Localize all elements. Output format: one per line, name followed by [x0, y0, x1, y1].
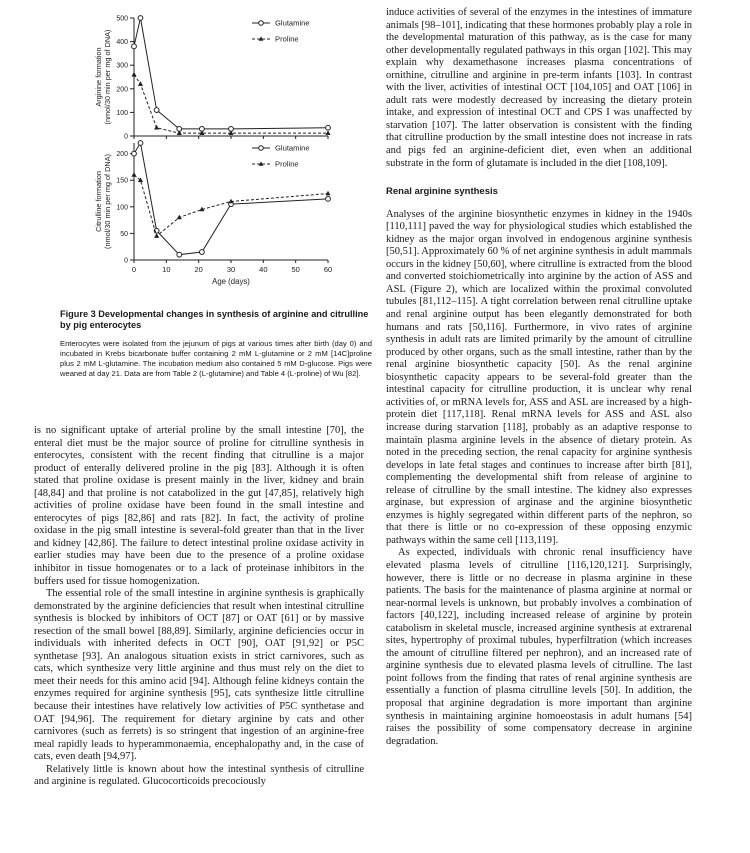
data-point-a-1: [325, 130, 330, 135]
y-tick-label-b: 150: [116, 177, 128, 185]
section-heading: Renal arginine synthesis: [386, 186, 498, 198]
data-point-b-1: [325, 191, 330, 196]
x-tick-label: 60: [323, 265, 333, 274]
data-point-b-0: [326, 196, 331, 201]
data-point-a-0: [326, 125, 331, 130]
y-axis-label-b: Citrulline formation: [94, 171, 103, 232]
data-point-a-0: [138, 16, 143, 21]
legend-label-b-1: Proline: [275, 159, 299, 169]
y-tick-label-a: 500: [116, 15, 128, 23]
y-tick-label-b: 0: [124, 257, 128, 265]
x-axis-title: Age (days): [212, 277, 250, 286]
figure-3-chart: [60, 8, 360, 298]
data-point-b-0: [177, 252, 182, 257]
left-paragraph-1: is no significant uptake of arterial proline by the small intestine [70], the enteral diet must be the major source of proline for citrulline synthesis in enterocytes, consistent with the recent finding that citrulline is a major product of enterally delivered proline in the pig [83]. Although it is often stated that proline oxidase is present mainly in the liver, kidney and brain [48,84] and that proline is not catabolized in the gut [47,85], relatively high activities of proline oxidase have been found in the small intestine and enterocytes of pigs [82,86] and rats [82]. In fact, the activity of proline oxidase in the pig small intestine is several-fold greater than that in the liver and kidney [42,86]. The failure to detect intestinal proline oxidase activity in earlier studies may have been due to the presence of a proline oxidase inhibitor in tissue homogenates or to a lack of proteinase inhibitors in the buffers used for tissue homogenization.: [34, 425, 364, 587]
series-line-a-1: [134, 75, 328, 134]
x-tick-label: 0: [131, 265, 137, 274]
y-tick-label-b: 200: [116, 151, 128, 159]
caption-title: Figure 3 Developmental changes in synthesis of arginine and citrulline by pig enterocytes: [60, 309, 369, 331]
legend-marker-b-0: [259, 146, 264, 151]
x-tick-label: 30: [226, 265, 236, 274]
y-tick-label-a: 0: [124, 133, 128, 141]
y-tick-label-a: 300: [116, 62, 128, 70]
series-line-a-0: [134, 18, 328, 129]
data-point-a-1: [154, 125, 159, 130]
legend-label-b-0: Glutamine: [275, 143, 310, 153]
y-tick-label-a: 400: [116, 39, 128, 47]
data-point-a-1: [131, 72, 136, 77]
left-column: [34, 425, 364, 789]
right-paragraph-3: As expected, individuals with chronic renal insufficiency have elevated plasma levels of citrulline [116,120,121]. Surprisingly, however, there is little or no decrease in plasma arginine in these patients. The basis for the maintenance of plasma arginine at normal or near-normal levels is unknown, but probably involves a combination of factors [40,122], including increased release of arginine by protein catabolism in skeletal muscle, increased arginine synthesis at extrarenal sites, hypertrophy of proximal tubules, hyperfiltration (which increases the amount of citrulline filtered per nephron), and an increased rate of arginine synthesis due to elevated plasma levels of citrulline. The last point follows from the finding that rates of renal arginine synthesis are essentially a function of plasma citrulline levels [50]. In addition, the proposal that arginine degradation is more important than arginine synthesis in maintaining arginine homoeostasis in adult humans [54] raises the possibility of some compensatory decrease in arginine degradation.: [386, 547, 692, 747]
data-point-a-0: [132, 44, 137, 49]
y-tick-label-b: 100: [116, 204, 128, 212]
x-tick-label: 40: [259, 265, 268, 274]
right-paragraph-1: induce activities of several of the enzymes in the intestines of immature animals [98–101], indicating that these hormones probably play a role in the developmental maturation of this pathway, as is the case for many other developmentally regulated pathways in this organ [102]. This may explain why dexamethasone increases plasma concentrations of ornithine, citrulline and arginine in pre-term infants [103]. In contrast with the liver, activities of intestinal OCT [104,105] and OAT [106] in adult rats were modestly decreased by increasing the dietary protein intake, and expression of intestinal OCT and CPS I was unaffected by starvation [107]. The latter observation is consistent with the finding that citrulline production by the small intestine does not increase in rats and pigs fed an arginine-deficient diet, even when an additional substrate in the form of glutamate is included in the diet [108,109].: [386, 7, 692, 169]
left-paragraph-3: Relatively little is known about how the intestinal synthesis of citrulline and arginine is regulated. Glucocorticoids precociously: [34, 763, 364, 788]
caption-body: Enterocytes were isolated from the jejunum of pigs at various times after birth (day 0) and incubated in Krebs bicarbonate buffer containing 2 mM L-glutamine or 2 mM [14C]proline plus 2 mM L-glutamine. The incubation medium also contained 5 mM D-glucose. Pigs were weaned at day 21. Data are from Table 2 (L-glutamine) and Table 4 (L-proline) of Wu [82].: [60, 339, 372, 379]
y-tick-label-b: 50: [120, 230, 128, 238]
data-point-b-0: [200, 250, 205, 255]
data-point-b-0: [132, 151, 137, 156]
data-point-b-1: [131, 172, 136, 177]
x-tick-label: 20: [194, 265, 203, 274]
y-axis-label-a: (nmol/30 min per mg of DNA): [103, 29, 112, 125]
left-paragraph-2: The essential role of the small intestine in arginine synthesis is graphically demonstrated by the arginine deficiencies that result when intestinal citrulline synthesis is blocked by inhibitors of OCT [87] or OAT [61] or by massive resection of the small bowel [88,89]. Similarly, arginine deficiencies occur in individuals with inherited defects in OCT [90], OAT [91,92] or P5C synthetase [93]. An analogous situation exists in strict carnivores, such as cats, which synthesize very little arginine and thus must rely on the diet to meet their needs for this amino acid [94]. Although feline kidneys contain the enzymes required for arginine synthesis [95], cats synthesize little citrulline because their intestines have relatively low activities of P5C synthetase and OAT [94,96]. The requirement for dietary arginine by cats and other carnivores (such as ferrets) is so stringent that ingestion of an arginine-free meal rapidly leads to hyperammonaemia, encephalopathy and, in the case of cats, even death [94,97].: [34, 588, 364, 763]
legend-marker-a-0: [259, 21, 264, 26]
x-tick-label: 50: [291, 265, 300, 274]
data-point-a-1: [138, 81, 143, 86]
legend-label-a-0: Glutamine: [275, 18, 310, 28]
data-point-b-0: [138, 141, 143, 146]
figure-caption: [60, 309, 372, 379]
legend-label-a-1: Proline: [275, 34, 299, 44]
data-point-a-0: [154, 108, 159, 113]
y-tick-label-a: 100: [116, 109, 128, 117]
y-axis-label-b: (nmol/30 min per mg of DNA): [103, 154, 112, 249]
right-paragraph-2: Analyses of the arginine biosynthetic enzymes in kidney in the 1940s [110,111] paved the way for physiological studies which established the kidney as the major organ involved in endogenous arginine synthesis [50,51]. Approximately 60 % of net arginine synthesis in adult mammals occurs in the kidney [50,60], where citrulline is extracted from the blood and converted stoichiometrically into arginine by the action of ASS and ASL (Figure 2), which are localized within the proximal convoluted tubules [81,112–115]. A tight correlation between renal citrulline uptake and renal arginine output has been elegantly demonstrated for both humans and rats [50,116]. Furthermore, in vivo rates of arginine synthesis in adult rats are limited primarily by the amount of citrulline produced by other organs, such as the small intestine, rather than by the renal arginine biosynthetic capacity [50]. As the renal arginine biosynthetic capacity appears to be several-fold greater than the intestinal capacity for citrulline production, it is unclear why renal activities of, or mRNA levels for, ASS and ASL are increased by a high-protein diet [117,118]. Renal mRNA levels for ASS and ASL also increase during starvation [118], probably as an adaptive response to maintain plasma arginine levels in the absence of dietary protein. As noted in the preceding section, the renal capacity for arginine synthesis develops in late fetal stages and continues to increase after birth [81], complementing the developmental shift from release of arginine to release of citrulline by the small intestine. The kidney also expresses arginase, but expression of arginase and the arginine biosynthetic enzymes is highly segregated within different parts of the nephron, so that there is little or no co-expression of these opposing enzymic pathways within the same cell [113,119].: [386, 208, 693, 546]
right-column: [386, 7, 692, 748]
data-point-b-1: [154, 233, 159, 238]
y-axis-label-a: Arginine formation: [94, 47, 103, 107]
figure-3: [60, 8, 360, 298]
y-tick-label-a: 200: [116, 86, 128, 94]
x-tick-label: 10: [162, 265, 171, 274]
